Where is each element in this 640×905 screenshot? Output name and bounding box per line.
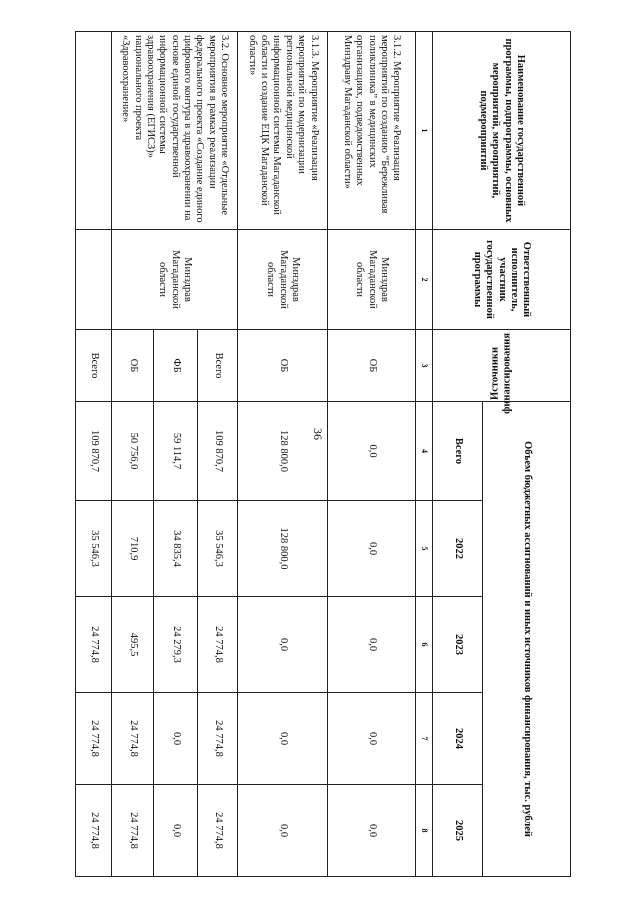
row-name: 3.1.2. Мероприятие «Реализация мероприятий по созданию “Бережливая поликлиника” в медицинских организациях, подведомственных Минздраву Магаданской области» bbox=[328, 32, 416, 230]
row-source: ОБ bbox=[238, 330, 328, 402]
row-value-2022: 34 835,4 bbox=[154, 501, 198, 597]
header-year-2022: 2022 bbox=[433, 501, 483, 597]
col-number: 8 bbox=[416, 785, 433, 877]
row-value-2024: 0,0 bbox=[328, 693, 416, 785]
row-value-2022: 35 546,3 bbox=[198, 501, 238, 597]
row-value-2024: 0,0 bbox=[238, 693, 328, 785]
header-executor: Ответственный исполнитель, участник государственной программы bbox=[433, 230, 571, 330]
col-number: 1 bbox=[416, 32, 433, 230]
row-source: Всего bbox=[76, 330, 112, 402]
header-year-2023: 2023 bbox=[433, 597, 483, 693]
row-executor bbox=[76, 230, 112, 330]
row-value-2024: 24 774,8 bbox=[76, 693, 112, 785]
row-name: 3.1.3. Мероприятие «Реализация мероприятий по модернизации региональной медицинской информационной системы Магаданской области и создание ЕЦК Магаданской области» bbox=[238, 32, 328, 230]
row-value-2024: 0,0 bbox=[154, 693, 198, 785]
row-value-total: 59 114,7 bbox=[154, 402, 198, 501]
row-value-total: 109 870,7 bbox=[198, 402, 238, 501]
header-name: Наименование государственной программы, подпрограммы, основных мероприятий, мероприятий, подмероприятий bbox=[433, 32, 571, 230]
row-value-2023: 24 774,8 bbox=[76, 597, 112, 693]
row-value-2022: 710,9 bbox=[112, 501, 154, 597]
row-name: 3.2. Основное мероприятие «Отдельные мероприятия в рамках реализации федерального проекта «Создание единого цифрового контура в здравоохранении на основе единой государственной информационной системы здравоохранения (ЕГИСЗ)» национального проекта «Здравоохранение» bbox=[112, 32, 238, 230]
header-year-2025: 2025 bbox=[433, 785, 483, 877]
page-number: 36 bbox=[311, 428, 325, 440]
row-value-2022: 35 546,3 bbox=[76, 501, 112, 597]
header-year-total: Всего bbox=[433, 402, 483, 501]
header-source: Источники финансирования bbox=[433, 330, 571, 402]
row-value-2023: 0,0 bbox=[328, 597, 416, 693]
row-value-2025: 24 774,8 bbox=[76, 785, 112, 877]
row-value-total: 0,0 bbox=[328, 402, 416, 501]
col-number: 3 bbox=[416, 330, 433, 402]
header-budget-group: Объем бюджетных ассигнований и иных источников финансирования, тыс. рублей bbox=[483, 402, 571, 877]
row-executor: Минздрав Магаданской области bbox=[328, 230, 416, 330]
row-value-2023: 24 774,8 bbox=[198, 597, 238, 693]
row-value-2025: 24 774,8 bbox=[112, 785, 154, 877]
row-executor: Минздрав Магаданской области bbox=[238, 230, 328, 330]
row-value-2024: 24 774,8 bbox=[198, 693, 238, 785]
col-number: 5 bbox=[416, 501, 433, 597]
row-value-2025: 0,0 bbox=[238, 785, 328, 877]
col-number: 4 bbox=[416, 402, 433, 501]
row-source: ФБ bbox=[154, 330, 198, 402]
table-row bbox=[76, 32, 112, 877]
row-source: ОБ bbox=[328, 330, 416, 402]
table-row bbox=[198, 32, 238, 877]
table-row bbox=[238, 32, 328, 877]
column-number-row bbox=[416, 32, 433, 877]
row-value-2022: 0,0 bbox=[328, 501, 416, 597]
row-source: ОБ bbox=[112, 330, 154, 402]
col-number: 2 bbox=[416, 230, 433, 330]
header-year-2024: 2024 bbox=[433, 693, 483, 785]
table-row bbox=[328, 32, 416, 877]
row-value-2025: 0,0 bbox=[328, 785, 416, 877]
row-executor: Минздрав Магаданской области bbox=[112, 230, 238, 330]
row-value-2023: 495,5 bbox=[112, 597, 154, 693]
col-number: 6 bbox=[416, 597, 433, 693]
row-value-2023: 24 279,3 bbox=[154, 597, 198, 693]
row-value-2025: 24 774,8 bbox=[198, 785, 238, 877]
row-value-2025: 0,0 bbox=[154, 785, 198, 877]
col-number: 7 bbox=[416, 693, 433, 785]
row-name bbox=[76, 32, 112, 230]
row-value-2023: 0,0 bbox=[238, 597, 328, 693]
row-value-total: 109 870,7 bbox=[76, 402, 112, 501]
row-source: Всего bbox=[198, 330, 238, 402]
row-value-total: 50 756,0 bbox=[112, 402, 154, 501]
row-value-2022: 128 800,0 bbox=[238, 501, 328, 597]
row-value-2024: 24 774,8 bbox=[112, 693, 154, 785]
budget-table-rotated bbox=[70, 31, 571, 876]
row-value-total: 128 800,0 bbox=[238, 402, 328, 501]
budget-table bbox=[75, 31, 571, 877]
